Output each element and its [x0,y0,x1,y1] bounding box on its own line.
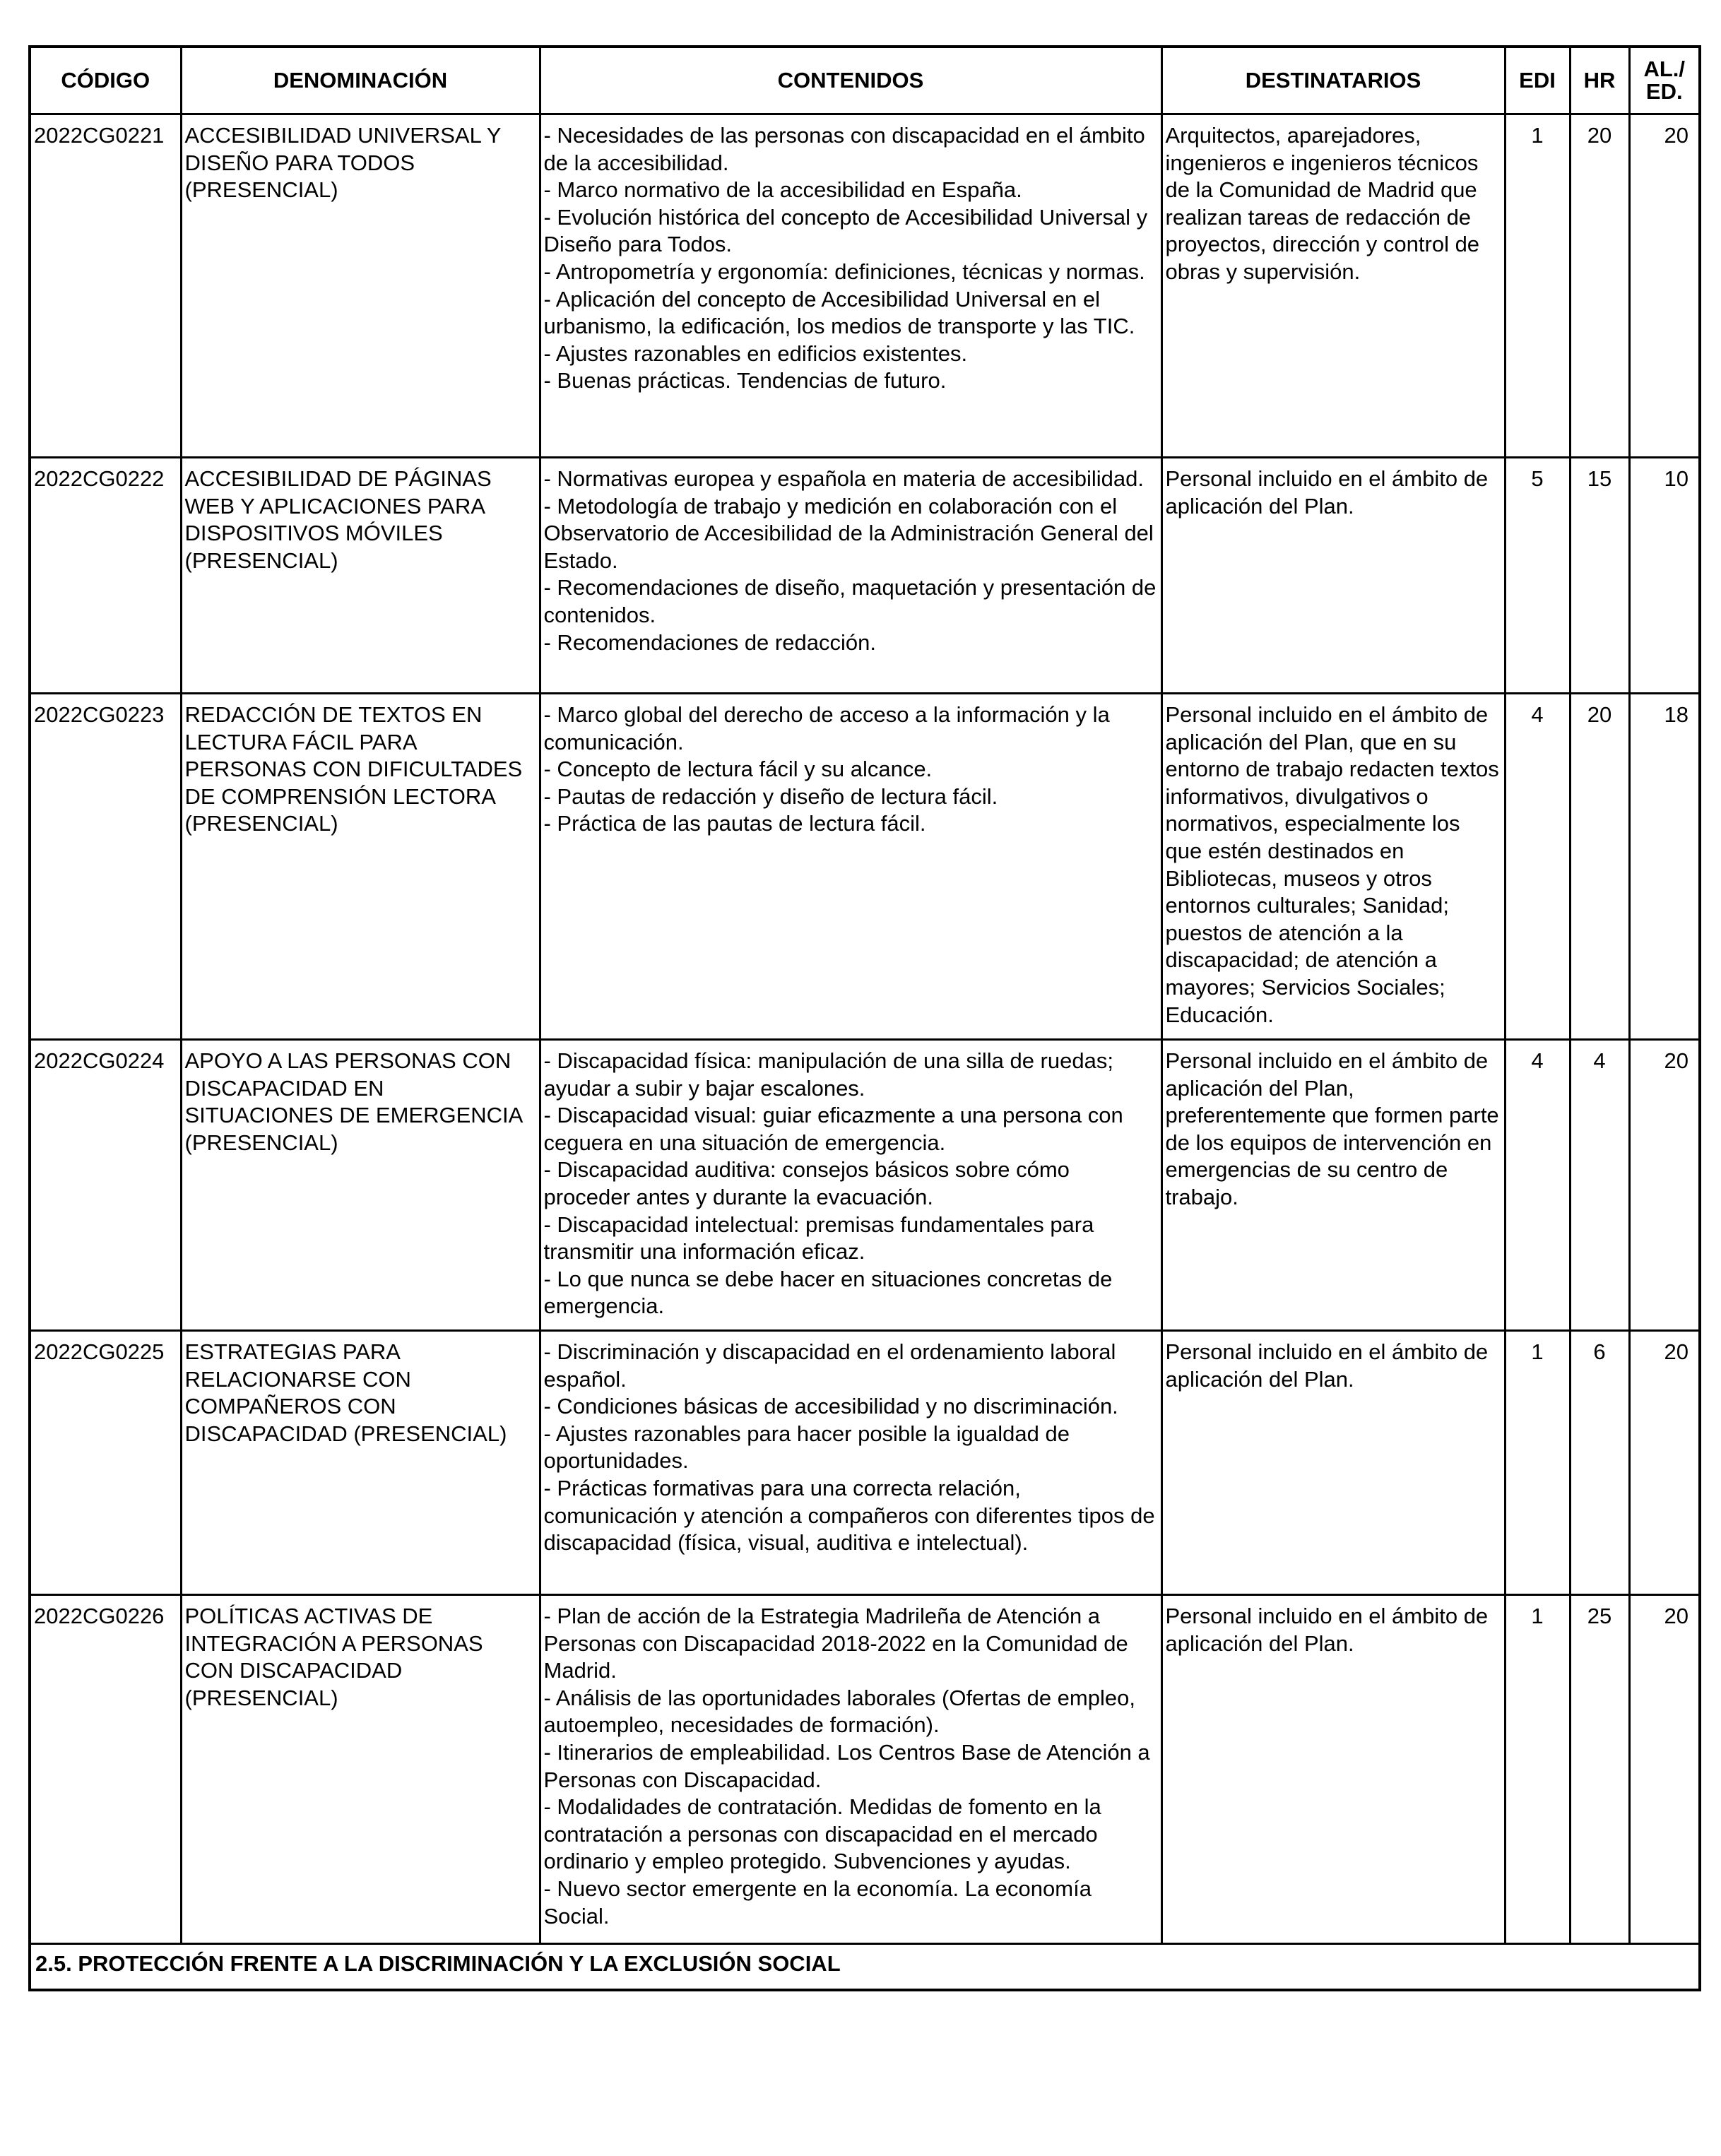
contenido-line: - Discapacidad auditiva: consejos básicos sobre cómo proceder antes y durante la evacuación. [543,1157,1070,1209]
cell-contenidos [540,1331,1161,1595]
header-edi: EDI [1505,47,1570,114]
cell-al-ed: 20 [1629,1040,1700,1331]
cell-destinatarios: Personal incluido en el ámbito de aplicación del Plan, preferentemente que formen parte de los equipos de intervención en emergencias de su centro de trabajo. [1161,1040,1505,1331]
contenido-line: - Recomendaciones de redacción. [543,629,876,655]
header-destinatarios: DESTINATARIOS [1161,47,1505,114]
table-row [30,1331,1700,1595]
cell-hr: 20 [1570,694,1629,1040]
contenido-line: - Evolución histórica del concepto de Accesibilidad Universal y Diseño para Todos. [543,204,1148,257]
cell-denominacion: APOYO A LAS PERSONAS CON DISCAPACIDAD EN SITUACIONES DE EMERGENCIA (PRESENCIAL) [181,1040,540,1331]
contenido-line: - Discapacidad intelectual: premisas fundamentales para transmitir una información eficaz. [543,1212,1094,1264]
cell-codigo: 2022CG0223 [30,694,181,1040]
contenido-line: - Necesidades de las personas con discapacidad en el ámbito de la accesibilidad. [543,123,1145,175]
cell-edi: 4 [1505,694,1570,1040]
cell-edi: 1 [1505,114,1570,458]
contenido-line: - Nuevo sector emergente en la economía. La economía Social. [543,1876,1092,1929]
cell-codigo: 2022CG0226 [30,1595,181,1944]
contenido-line: - Recomendaciones de diseño, maquetación y presentación de contenidos. [543,575,1157,627]
cell-denominacion: ACCESIBILIDAD DE PÁGINAS WEB Y APLICACIONES PARA DISPOSITIVOS MÓVILES (PRESENCIAL) [181,458,540,694]
courses-table [28,45,1701,1991]
cell-edi: 1 [1505,1331,1570,1595]
contenido-line: - Análisis de las oportunidades laborales (Ofertas de empleo, autoempleo, necesidades de formación). [543,1685,1135,1738]
contenido-line: - Ajustes razonables en edificios existentes. [543,340,968,366]
contenido-line: - Marco normativo de la accesibilidad en España. [543,177,1022,203]
contenido-line: - Antropometría y ergonomía: definiciones, técnicas y normas. [543,259,1145,284]
cell-al-ed: 20 [1629,1331,1700,1595]
cell-contenidos [540,1595,1161,1944]
contenido-line: - Pautas de redacción y diseño de lectura fácil. [543,783,998,809]
cell-edi: 5 [1505,458,1570,694]
contenido-line: - Plan de acción de la Estrategia Madrileña de Atención a Personas con Discapacidad 2018-2022 en la Comunidad de Madrid. [543,1604,1128,1683]
contenido-line: - Concepto de lectura fácil y su alcance. [543,757,933,782]
contenido-line: - Metodología de trabajo y medición en colaboración con el Observatorio de Accesibilidad de la Administración General del Estado. [543,493,1154,573]
contenido-line: - Prácticas formativas para una correcta relación, comunicación y atención a compañeros con diferentes tipos de discapacidad (física, visual, auditiva e intelectual). [543,1475,1155,1556]
cell-codigo: 2022CG0225 [30,1331,181,1595]
cell-codigo: 2022CG0222 [30,458,181,694]
cell-destinatarios: Personal incluido en el ámbito de aplicación del Plan. [1161,458,1505,694]
contenido-line: - Buenas prácticas. Tendencias de futuro. [543,368,947,393]
cell-edi: 1 [1505,1595,1570,1944]
contenido-line: - Discapacidad visual: guiar eficazmente a una persona con ceguera en una situación de emergencia. [543,1103,1123,1155]
table-row [30,458,1700,694]
cell-hr: 6 [1570,1331,1629,1595]
contenido-line: - Discriminación y discapacidad en el ordenamiento laboral español. [543,1339,1116,1392]
cell-contenidos [540,458,1161,694]
contenido-line: - Práctica de las pautas de lectura fácil. [543,811,926,836]
cell-hr: 20 [1570,114,1629,458]
cell-denominacion: REDACCIÓN DE TEXTOS EN LECTURA FÁCIL PARA PERSONAS CON DIFICULTADES DE COMPRENSIÓN LECTORA (PRESENCIAL) [181,694,540,1040]
contenido-line: - Normativas europea y española en materia de accesibilidad. [543,466,1145,491]
cell-al-ed: 20 [1629,114,1700,458]
cell-contenidos [540,694,1161,1040]
cell-hr: 4 [1570,1040,1629,1331]
cell-denominacion: POLÍTICAS ACTIVAS DE INTEGRACIÓN A PERSONAS CON DISCAPACIDAD (PRESENCIAL) [181,1595,540,1944]
header-hr: HR [1570,47,1629,114]
contenido-line: - Modalidades de contratación. Medidas de fomento en la contratación a personas con discapacidad en el mercado ordinario y empleo protegido. Subvenciones y ayudas. [543,1794,1101,1874]
header-al-ed-line1: AL./ [1643,57,1686,81]
cell-al-ed: 10 [1629,458,1700,694]
cell-hr: 15 [1570,458,1629,694]
contenido-line: - Ajustes razonables para hacer posible la igualdad de oportunidades. [543,1421,1070,1474]
header-al-ed-line2: ED. [1645,79,1683,104]
cell-codigo: 2022CG0221 [30,114,181,458]
contenido-line: - Itinerarios de empleabilidad. Los Centros Base de Atención a Personas con Discapacidad. [543,1739,1150,1792]
cell-destinatarios: Personal incluido en el ámbito de aplicación del Plan. [1161,1595,1505,1944]
cell-destinatarios: Personal incluido en el ámbito de aplicación del Plan, que en su entorno de trabajo redacten textos informativos, divulgativos o normativos, especialmente los que estén destinados en Bibliotecas, museos y otros entornos culturales; Sanidad; puestos de atención a la discapacidad; de atención a mayores; Servicios Sociales; Educación. [1161,694,1505,1040]
cell-hr: 25 [1570,1595,1629,1944]
header-contenidos: CONTENIDOS [540,47,1161,114]
cell-destinatarios: Arquitectos, aparejadores, ingenieros e ingenieros técnicos de la Comunidad de Madrid que realizan tareas de redacción de proyectos, dirección y control de obras y supervisión. [1161,114,1505,458]
table-row [30,694,1700,1040]
contenido-line: - Marco global del derecho de acceso a la información y la comunicación. [543,702,1110,754]
header-row [30,47,1700,114]
table-row [30,1040,1700,1331]
cell-contenidos [540,1040,1161,1331]
header-codigo: CÓDIGO [30,47,181,114]
header-al-ed [1629,47,1700,114]
cell-codigo: 2022CG0224 [30,1040,181,1331]
contenido-line: - Discapacidad física: manipulación de una silla de ruedas; ayudar a subir y bajar escalones. [543,1048,1113,1101]
cell-al-ed: 20 [1629,1595,1700,1944]
cell-edi: 4 [1505,1040,1570,1331]
table-row [30,114,1700,458]
cell-contenidos [540,114,1161,458]
contenido-line: - Lo que nunca se debe hacer en situaciones concretas de emergencia. [543,1266,1113,1319]
header-denominacion: DENOMINACIÓN [181,47,540,114]
contenido-line: - Condiciones básicas de accesibilidad y no discriminación. [543,1394,1118,1419]
section-row [30,1944,1700,1991]
table-row [30,1595,1700,1944]
cell-destinatarios: Personal incluido en el ámbito de aplicación del Plan. [1161,1331,1505,1595]
contenido-line: - Aplicación del concepto de Accesibilidad Universal en el urbanismo, la edificación, los medios de transporte y las TIC. [543,286,1135,339]
cell-al-ed: 18 [1629,694,1700,1040]
cell-denominacion: ACCESIBILIDAD UNIVERSAL Y DISEÑO PARA TODOS (PRESENCIAL) [181,114,540,458]
section-heading: 2.5. PROTECCIÓN FRENTE A LA DISCRIMINACIÓN Y LA EXCLUSIÓN SOCIAL [30,1944,1700,1991]
cell-denominacion: ESTRATEGIAS PARA RELACIONARSE CON COMPAÑEROS CON DISCAPACIDAD (PRESENCIAL) [181,1331,540,1595]
